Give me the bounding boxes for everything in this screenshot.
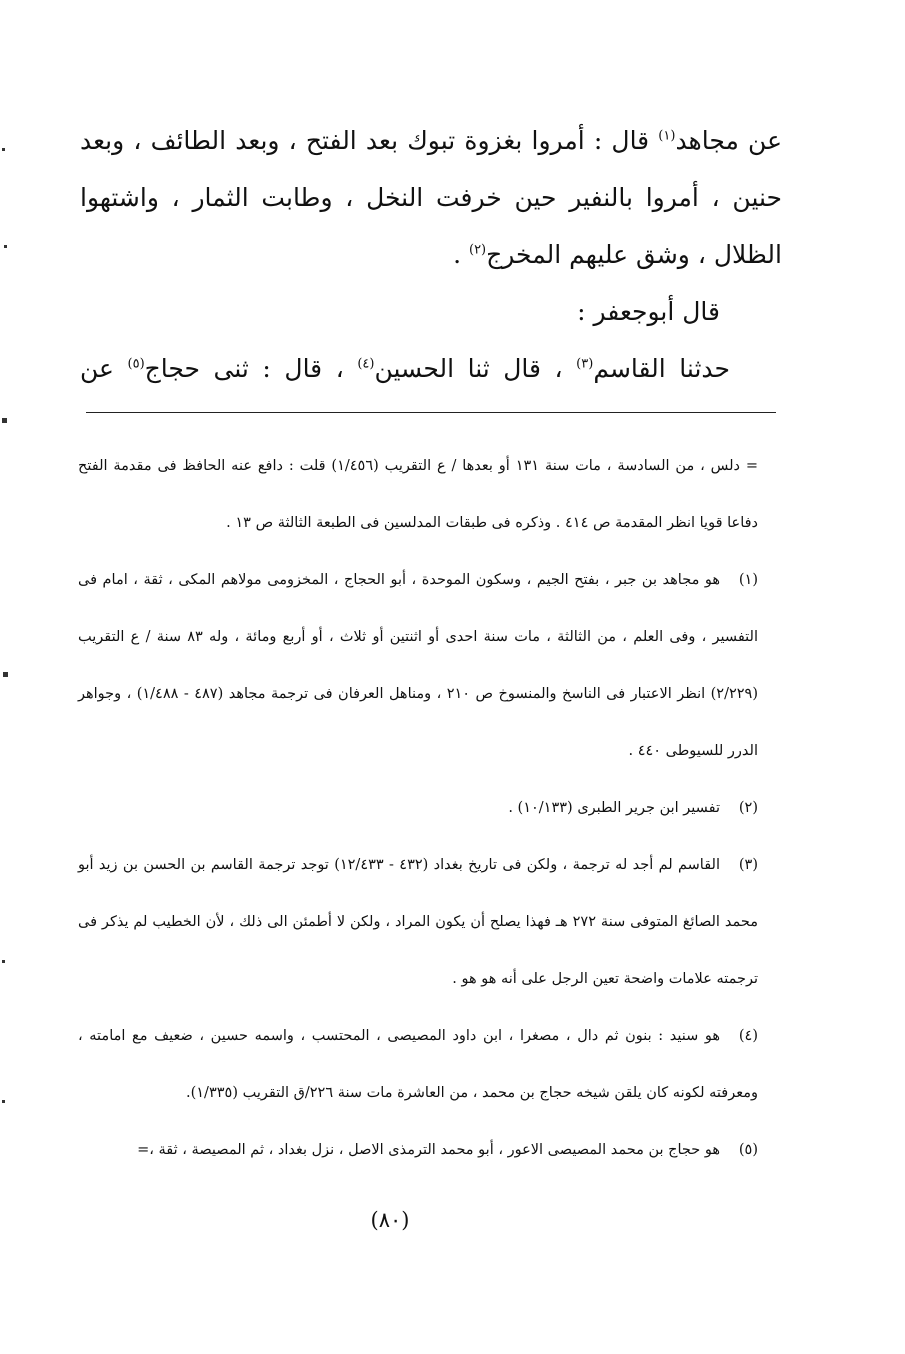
footnote-ref: (٥) xyxy=(127,356,145,372)
footnote-item xyxy=(78,780,758,837)
footnote-item xyxy=(78,837,758,1008)
footnote-number: (٤) xyxy=(738,1028,758,1044)
main-text-segment: حدثنا القاسم xyxy=(593,354,730,383)
margin-speck xyxy=(3,672,8,677)
isnad-line xyxy=(80,340,782,397)
footnotes xyxy=(78,438,758,1179)
footnote-item xyxy=(78,1122,758,1179)
main-text-segment: عن مجاهد xyxy=(675,126,782,155)
footnote-ref: (٢) xyxy=(468,242,487,258)
footnote-item xyxy=(78,1008,758,1122)
footnote-divider xyxy=(86,412,776,413)
margin-speck xyxy=(2,418,7,423)
footnote-number: (٣) xyxy=(738,857,758,873)
main-text-segment: ، قال ثنا الحسين xyxy=(374,354,577,383)
main-text xyxy=(80,112,782,397)
main-text-segment: عن xyxy=(80,354,128,383)
footnote-text: هو مجاهد بن جبر ، بفتح الجيم ، وسكون الموحدة ، أبو الحجاج ، المخزومى مولاهم المكى ، ثقة ، امام فى التفسير ، وفى العلم ، من الثالثة ، مات سنة احدى أو اثنتين أو ثلاث ، أو أربع ومائة ، وله ٨٣ سنة / ع التقريب (٢/٢٢٩) انظر الاعتبار فى الناسخ والمنسوخ ص ٢١٠ ، ومناهل العرفان فى ترجمة مجاهد (٤٨٧ - ١/٤٨٨) ، وجواهر الدرر للسيوطى ٤٤٠ . xyxy=(78,572,758,759)
footnote-ref: (١) xyxy=(658,128,676,144)
main-text-segment: ، قال : ثنى حجاج xyxy=(144,354,358,383)
footnote-ref: (٣) xyxy=(576,356,594,372)
footnote-text: تفسير ابن جرير الطبرى (١٠/١٣٣) . xyxy=(508,800,720,816)
main-paragraph xyxy=(80,112,782,283)
footnote-number: (٥) xyxy=(738,1142,758,1158)
footnote-item xyxy=(78,552,758,780)
footnote-ref: (٤) xyxy=(357,356,375,372)
main-text-segment: قال : أمروا بغزوة تبوك بعد الفتح ، وبعد الطائف ، وبعد حنين ، أمروا بالنفير حين خرفت النخل ، وطابت الثمار ، واشتهوا الظلال ، وشق عليهم المخرج xyxy=(80,126,782,269)
footnote-text: القاسم لم أجد له ترجمة ، ولكن فى تاريخ بغداد (٤٣٢ - ١٢/٤٣٣) توجد ترجمة القاسم بن الحسن بن زيد أبو محمد الصائغ المتوفى سنة ٢٧٢ هـ فهذا يصلح أن يكون المراد ، ولكن لا أطمئن الى ذلك ، لأن الخطيب لم يذكر فى ترجمته علامات واضحة تعين الرجل على أنه هو هو . xyxy=(78,857,759,987)
margin-speck xyxy=(2,148,5,151)
margin-speck xyxy=(2,960,5,963)
footnote-text: هو سنيد : بنون ثم دال ، مصغرا ، ابن داود المصيصى ، المحتسب ، واسمه حسين ، ضعيف مع امامته ، ومعرفته لكونه كان يلقن شيخه حجاج بن محمد ، من العاشرة مات سنة ٢٢٦/ق التقريب (١/٣٣٥). xyxy=(78,1028,758,1101)
footnote-number: (١) xyxy=(738,572,758,588)
margin-speck xyxy=(2,1100,5,1103)
footnote-continuation: = دلس ، من السادسة ، مات سنة ١٣١ أو بعدها / ع التقريب (١/٤٥٦) قلت : دافع عنه الحافظ فى مقدمة الفتح دفاعا قويا انظر المقدمة ص ٤١٤ . وذكره فى طبقات المدلسين فى الطبعة الثالثة ص ١٣ . xyxy=(78,458,758,531)
main-text-segment: . xyxy=(453,240,469,269)
footnote-text: هو حجاج بن محمد المصيصى الاعور ، أبو محمد الترمذى الاصل ، نزل بغداد ، ثم المصيصة ، ثقة ،= xyxy=(137,1142,720,1158)
margin-speck xyxy=(4,245,7,248)
footnote-number: (٢) xyxy=(738,800,758,816)
said-line: قال أبوجعفر : xyxy=(577,297,720,326)
page-number: (٨٠) xyxy=(370,1208,410,1232)
